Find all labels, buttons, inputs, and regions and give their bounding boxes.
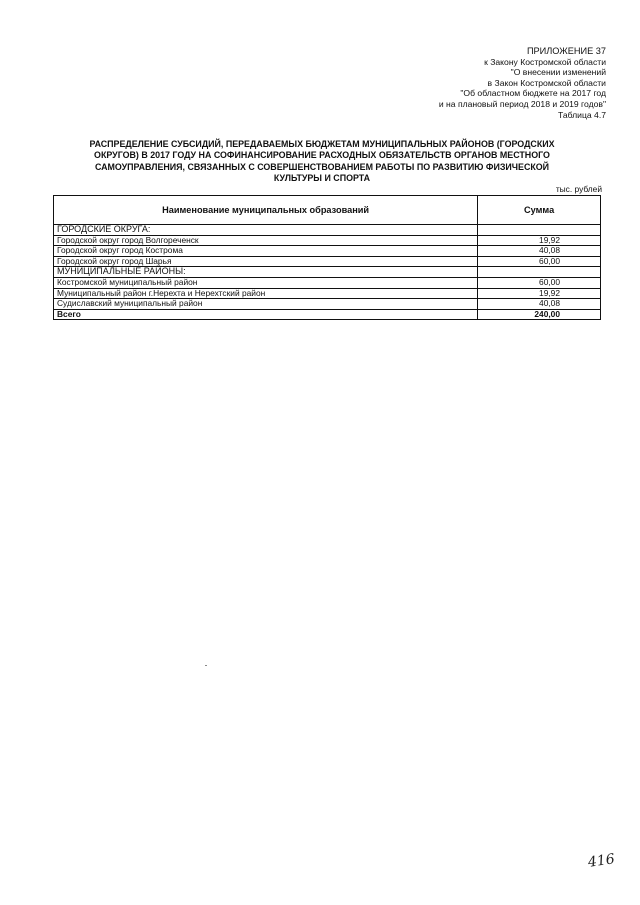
appendix-law-title-4: и на плановый период 2018 и 2019 годов"	[438, 98, 606, 109]
table-body	[54, 225, 601, 310]
title-line: РАСПРЕДЕЛЕНИЕ СУБСИДИЙ, ПЕРЕДАВАЕМЫХ БЮДЖЕТАМ МУНИЦИПАЛЬНЫХ РАЙОНОВ (ГОРОДСКИХ	[89, 139, 555, 149]
group-heading-row	[54, 267, 601, 278]
table-row	[54, 288, 601, 299]
subsidy-table	[53, 195, 601, 320]
appendix-law-reference: к Закону Костромской области	[484, 56, 606, 67]
title-line: САМОУПРАВЛЕНИЯ, СВЯЗАННЫХ С СОВЕРШЕНСТВОВАНИЕМ РАБОТЫ ПО РАЗВИТИЮ ФИЗИЧЕСКОЙ	[94, 161, 550, 172]
group-heading: ГОРОДСКИЕ ОКРУГА:	[54, 225, 478, 236]
title-line: ОКРУГОВ) В 2017 ГОДУ НА СОФИНАНСИРОВАНИЕ РАСХОДНЫХ ОБЯЗАТЕЛЬСТВ ОРГАНОВ МЕСТНОГО	[94, 150, 550, 161]
total-sum: 240,00	[478, 309, 601, 320]
table-number: Таблица 4.7	[557, 109, 606, 120]
subsidy-amount: 19,92	[478, 235, 601, 246]
group-heading-row	[54, 225, 601, 236]
table-row	[54, 299, 601, 310]
total-label: Всего	[54, 309, 478, 320]
subsidy-amount	[478, 225, 601, 236]
group-heading: МУНИЦИПАЛЬНЫЕ РАЙОНЫ:	[54, 267, 478, 278]
units-label: тыс. рублей	[555, 184, 602, 194]
appendix-header	[346, 46, 606, 120]
table-row	[54, 235, 601, 246]
title-line: КУЛЬТУРЫ И СПОРТА	[273, 173, 371, 184]
municipality-name: Городской округ город Волгореченск	[54, 235, 478, 246]
table-row	[54, 246, 601, 257]
table-row	[54, 277, 601, 288]
subsidy-amount: 19,92	[478, 288, 601, 299]
municipality-name: Городской округ город Кострома	[54, 246, 478, 257]
handwritten-page-number: 416	[587, 851, 616, 871]
municipality-name: Костромской муниципальный район	[54, 277, 478, 288]
municipality-name: Судиславский муниципальный район	[54, 299, 478, 310]
appendix-law-title-3: "Об областном бюджете на 2017 год	[460, 88, 606, 99]
subsidy-amount: 60,00	[478, 256, 601, 267]
subsidy-amount: 60,00	[478, 277, 601, 288]
subsidy-amount	[478, 267, 601, 278]
appendix-number: ПРИЛОЖЕНИЕ 37	[526, 46, 606, 56]
appendix-law-title-1: "О внесении изменений	[510, 67, 606, 78]
municipality-name: Муниципальный район г.Нерехта и Нерехтский район	[54, 288, 478, 299]
scan-speck	[205, 665, 207, 666]
column-header-name: Наименование муниципальных образований	[54, 196, 478, 225]
document-title	[60, 139, 584, 185]
appendix-law-title-2: в Закон Костромской области	[487, 77, 606, 88]
subsidy-amount: 40,08	[478, 246, 601, 257]
column-header-sum: Сумма	[478, 196, 601, 225]
table-header-row	[54, 196, 601, 225]
subsidy-amount: 40,08	[478, 299, 601, 310]
municipality-name: Городской округ город Шарья	[54, 256, 478, 267]
total-row	[54, 309, 601, 320]
